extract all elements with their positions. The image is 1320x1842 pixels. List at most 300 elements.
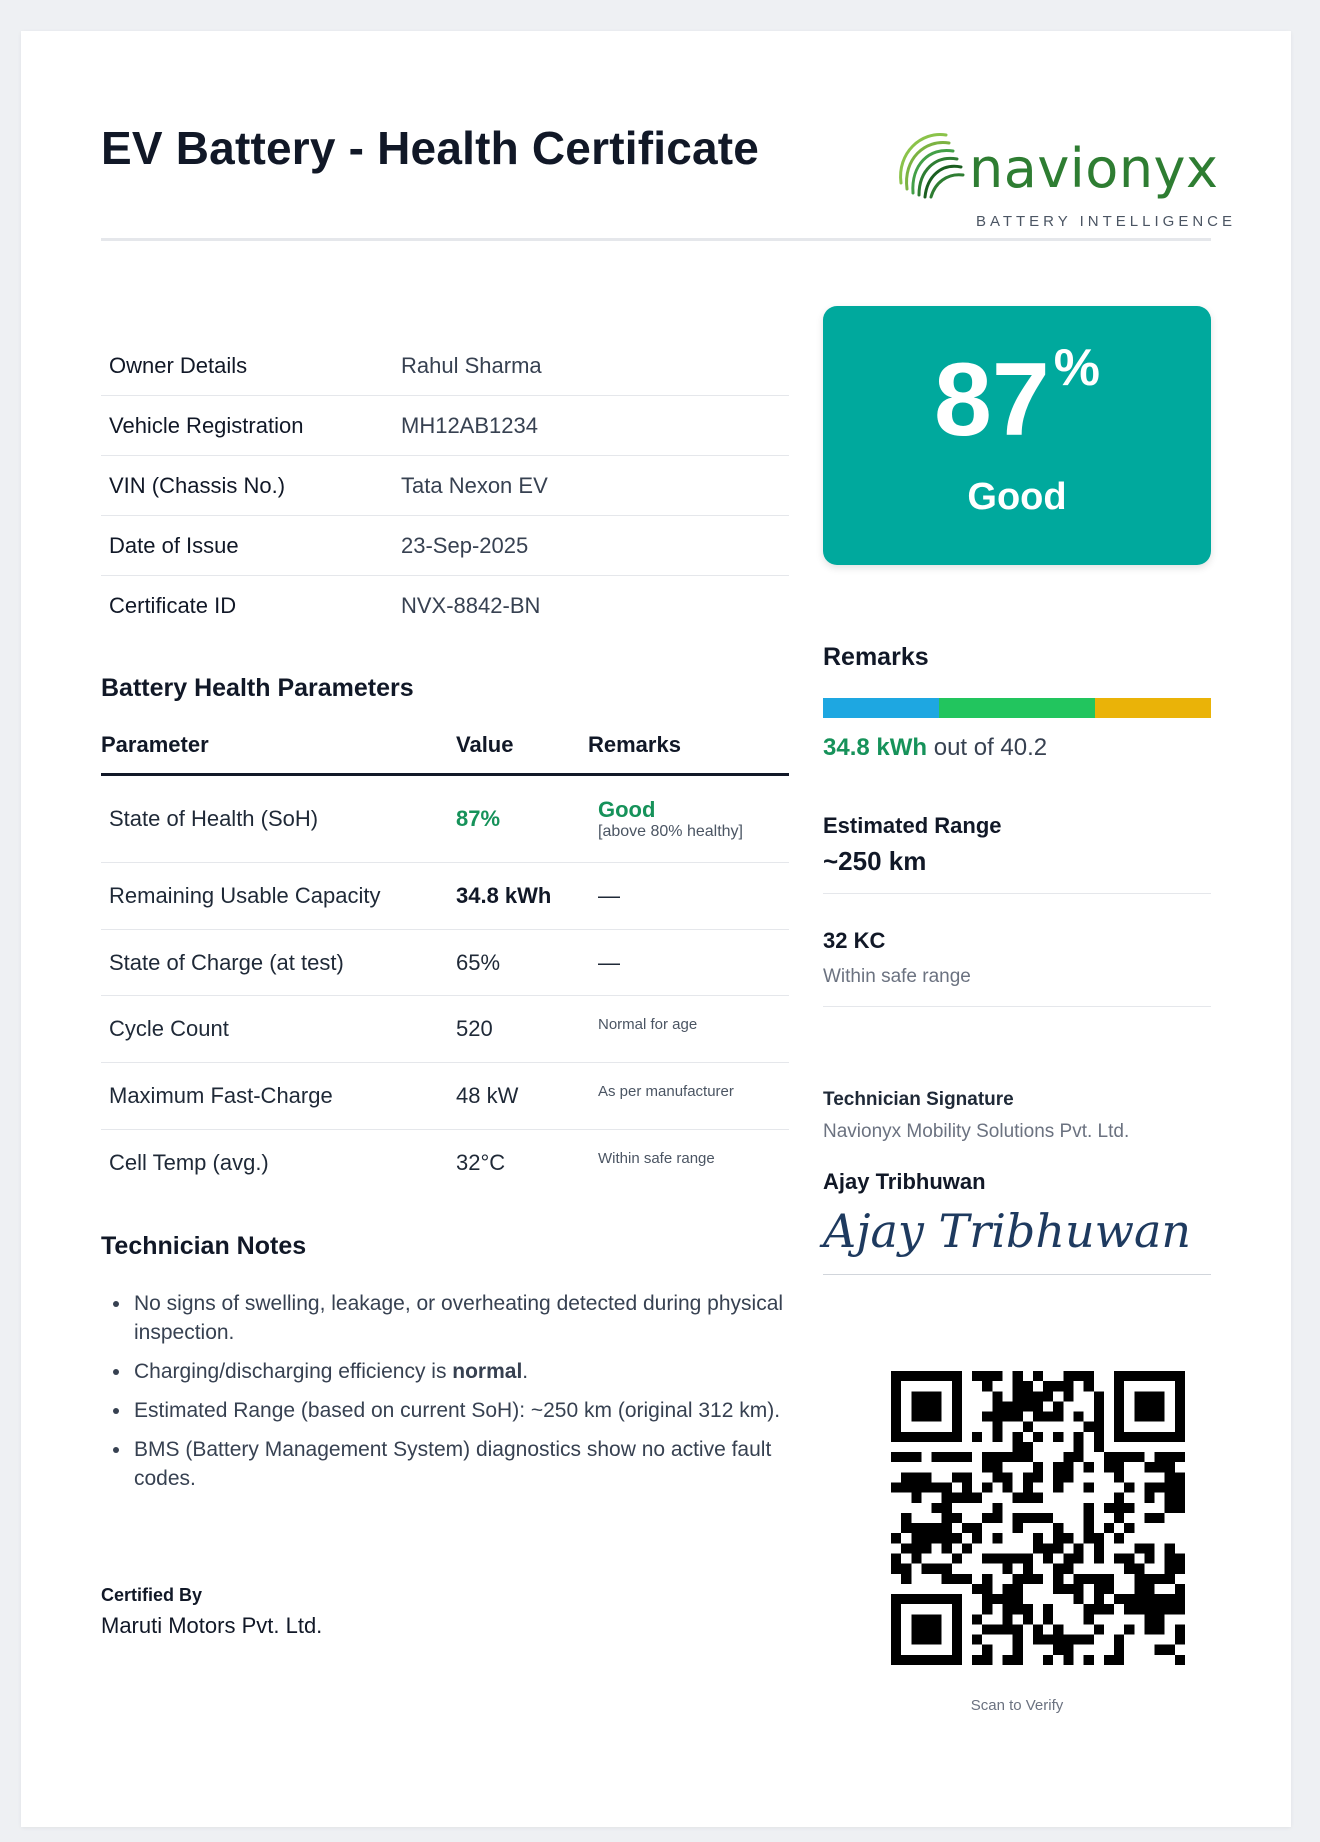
qr-module	[992, 1422, 1002, 1432]
qr-module	[921, 1472, 931, 1482]
qr-module	[1175, 1594, 1185, 1604]
table-header	[101, 716, 789, 776]
qr-module	[1175, 1412, 1185, 1422]
qr-module	[1134, 1584, 1144, 1594]
qr-module	[891, 1594, 901, 1604]
qr-module	[911, 1401, 921, 1411]
qr-module	[952, 1381, 962, 1391]
qr-module	[1155, 1432, 1165, 1442]
qr-module	[942, 1371, 952, 1381]
qr-module	[1033, 1391, 1043, 1401]
qr-module	[891, 1614, 901, 1624]
qr-module	[1175, 1381, 1185, 1391]
list-item: BMS (Battery Management System) diagnostics show no active fault codes.	[101, 1435, 791, 1493]
qr-module	[911, 1624, 921, 1634]
qr-module	[901, 1513, 911, 1523]
qr-module	[1175, 1503, 1185, 1513]
qr-module	[992, 1462, 1002, 1472]
qr-module	[1033, 1533, 1043, 1543]
qr-module	[1155, 1645, 1165, 1655]
qr-module	[1104, 1452, 1114, 1462]
qr-module	[1114, 1533, 1124, 1543]
qr-module	[1165, 1371, 1175, 1381]
qr-module	[1155, 1624, 1165, 1634]
qr-module	[1013, 1604, 1023, 1614]
qr-module	[1114, 1422, 1124, 1432]
qr-module	[932, 1635, 942, 1645]
qr-module	[952, 1553, 962, 1563]
param-value: 34.8 kWh	[456, 863, 588, 930]
qr-module	[932, 1523, 942, 1533]
qr-module	[891, 1401, 901, 1411]
qr-module	[1033, 1371, 1043, 1381]
health-score-card	[823, 306, 1211, 565]
qr-module	[1144, 1412, 1154, 1422]
qr-module	[1134, 1412, 1144, 1422]
qr-module	[1084, 1614, 1094, 1624]
qr-module	[1175, 1422, 1185, 1432]
qr-module	[992, 1624, 1002, 1634]
qr-module	[1023, 1614, 1033, 1624]
qr-module	[1104, 1523, 1114, 1533]
qr-module	[942, 1543, 952, 1553]
table-row	[101, 930, 789, 996]
qr-module	[962, 1574, 972, 1584]
qr-module	[1073, 1412, 1083, 1422]
qr-module	[1053, 1574, 1063, 1584]
qr-module	[992, 1472, 1002, 1482]
qr-module	[1175, 1483, 1185, 1493]
qr-module	[1073, 1371, 1083, 1381]
table-row	[101, 1063, 789, 1130]
brand-wordmark: navionyx	[969, 137, 1219, 200]
qr-module	[1155, 1513, 1165, 1523]
capacity-summary	[823, 734, 1047, 762]
qr-module	[932, 1594, 942, 1604]
qr-module	[891, 1645, 901, 1655]
qr-module	[1084, 1635, 1094, 1645]
qr-module	[1165, 1594, 1175, 1604]
owner-details-table	[101, 336, 789, 636]
qr-module	[1013, 1574, 1023, 1584]
qr-module	[1053, 1635, 1063, 1645]
note-text: Charging/discharging efficiency is	[134, 1360, 453, 1383]
qr-module	[982, 1452, 992, 1462]
signature-label: Technician Signature	[823, 1089, 1014, 1110]
qr-module	[982, 1483, 992, 1493]
qr-module	[1165, 1604, 1175, 1614]
qr-module	[942, 1483, 952, 1493]
qr-module	[982, 1584, 992, 1594]
certified-by-value: Maruti Motors Pvt. Ltd.	[101, 1613, 323, 1638]
qr-module	[952, 1533, 962, 1543]
qr-module	[952, 1371, 962, 1381]
bar-segment-green	[939, 698, 1094, 718]
capacity-total: out of 40.2	[933, 734, 1048, 761]
qr-module	[972, 1584, 982, 1594]
qr-module	[1155, 1604, 1165, 1614]
qr-module	[942, 1513, 952, 1523]
table-row	[101, 1130, 789, 1196]
qr-module	[952, 1401, 962, 1411]
qr-module	[1013, 1452, 1023, 1462]
qr-module	[1134, 1452, 1144, 1462]
qr-module	[1063, 1655, 1073, 1665]
qr-module	[1013, 1371, 1023, 1381]
health-score-value	[823, 339, 1211, 458]
qr-module	[982, 1371, 992, 1381]
qr-module	[1114, 1513, 1124, 1523]
qr-module	[1144, 1614, 1154, 1624]
qr-module	[932, 1564, 942, 1574]
qr-module	[962, 1523, 972, 1533]
parameters-title: Battery Health Parameters	[101, 674, 414, 702]
qr-module	[891, 1381, 901, 1391]
qr-module	[952, 1422, 962, 1432]
qr-module	[1063, 1452, 1073, 1462]
qr-module	[1175, 1401, 1185, 1411]
param-remark: —	[588, 930, 789, 996]
qr-module	[1023, 1564, 1033, 1574]
qr-module	[1104, 1604, 1114, 1614]
qr-module	[952, 1645, 962, 1655]
qr-module	[952, 1624, 962, 1634]
qr-module	[901, 1452, 911, 1462]
qr-module	[1003, 1594, 1013, 1604]
qr-module	[1073, 1635, 1083, 1645]
qr-module	[1134, 1401, 1144, 1411]
col-header-parameter: Parameter	[101, 731, 209, 757]
qr-module	[962, 1472, 972, 1482]
col-header-remarks: Remarks	[588, 731, 681, 757]
qr-module	[1084, 1574, 1094, 1584]
qr-module	[1023, 1442, 1033, 1452]
qr-module	[1003, 1472, 1013, 1482]
qr-module	[921, 1533, 931, 1543]
qr-module	[1134, 1564, 1144, 1574]
qr-module	[1175, 1553, 1185, 1563]
qr-module	[1084, 1381, 1094, 1391]
detail-value: 23-Sep-2025	[401, 532, 529, 558]
qr-module	[911, 1523, 921, 1533]
qr-module	[1094, 1412, 1104, 1422]
note-text: .	[522, 1360, 529, 1383]
qr-module	[901, 1574, 911, 1584]
qr-module	[1084, 1604, 1094, 1614]
qr-module	[901, 1543, 911, 1553]
qr-module	[901, 1371, 911, 1381]
param-name: Cell Temp (avg.)	[109, 1150, 269, 1175]
qr-module	[952, 1452, 962, 1462]
qr-module	[1144, 1624, 1154, 1634]
qr-module	[901, 1472, 911, 1482]
qr-module	[1165, 1472, 1175, 1482]
qr-module	[952, 1391, 962, 1401]
capacity-value: 34.8 kWh	[823, 734, 928, 761]
qr-module	[1144, 1553, 1154, 1563]
table-row	[101, 776, 789, 863]
qr-module	[992, 1452, 1002, 1462]
qr-module	[1003, 1483, 1013, 1493]
qr-module	[1003, 1564, 1013, 1574]
qr-module	[891, 1371, 901, 1381]
qr-module	[1033, 1472, 1043, 1482]
qr-module	[1053, 1624, 1063, 1634]
qr-module	[1063, 1584, 1073, 1594]
qr-module	[932, 1401, 942, 1411]
qr-module	[1033, 1543, 1043, 1553]
qr-module	[932, 1391, 942, 1401]
qr-module	[1043, 1635, 1053, 1645]
qr-module	[932, 1533, 942, 1543]
qr-module	[1155, 1371, 1165, 1381]
qr-module	[1114, 1594, 1124, 1604]
qr-module	[982, 1412, 992, 1422]
qr-module	[992, 1412, 1002, 1422]
qr-module	[1114, 1432, 1124, 1442]
qr-module	[1114, 1412, 1124, 1422]
qr-module	[1175, 1371, 1185, 1381]
qr-module	[1175, 1472, 1185, 1482]
detail-row	[101, 456, 789, 516]
page-title: EV Battery - Health Certificate	[101, 122, 760, 174]
qr-module	[1053, 1523, 1063, 1533]
qr-module	[952, 1614, 962, 1624]
qr-module	[1013, 1432, 1023, 1442]
qr-module	[1023, 1604, 1033, 1614]
qr-module	[1114, 1452, 1124, 1462]
qr-module	[942, 1503, 952, 1513]
qr-module	[1175, 1604, 1185, 1614]
qr-module	[1053, 1472, 1063, 1482]
qr-module	[1144, 1584, 1154, 1594]
qr-module	[1175, 1432, 1185, 1442]
qr-module	[891, 1452, 901, 1462]
qr-module	[932, 1412, 942, 1422]
qr-module	[911, 1371, 921, 1381]
range-label: Estimated Range	[823, 813, 1002, 838]
qr-module	[891, 1604, 901, 1614]
param-name: Cycle Count	[101, 996, 456, 1063]
signature-script: Ajay Tribhuwan	[823, 1204, 1192, 1258]
qr-module	[1124, 1371, 1134, 1381]
qr-module	[1165, 1564, 1175, 1574]
qr-module	[1084, 1533, 1094, 1543]
qr-module	[1155, 1483, 1165, 1493]
remark-status: Good	[598, 797, 656, 822]
qr-module	[1063, 1533, 1073, 1543]
detail-value: NVX-8842-BN	[401, 593, 541, 618]
signature-company: Navionyx Mobility Solutions Pvt. Ltd.	[823, 1121, 1130, 1142]
detail-label: Certificate ID	[109, 593, 237, 618]
qr-module	[1023, 1553, 1033, 1563]
qr-module	[1094, 1574, 1104, 1584]
qr-module	[1013, 1523, 1023, 1533]
param-value: 65%	[456, 930, 588, 996]
qr-module	[932, 1483, 942, 1493]
qr-module	[891, 1624, 901, 1634]
qr-module	[1084, 1422, 1094, 1432]
qr-module	[921, 1614, 931, 1624]
qr-module	[1043, 1412, 1053, 1422]
table-row	[101, 863, 789, 930]
qr-module	[1013, 1412, 1023, 1422]
temp-label: 32 KC	[823, 928, 886, 953]
list-item	[101, 1357, 791, 1386]
qr-module	[1144, 1401, 1154, 1411]
qr-module	[921, 1401, 931, 1411]
qr-module	[1063, 1635, 1073, 1645]
qr-module	[1003, 1412, 1013, 1422]
handwritten-signature	[823, 1191, 1192, 1271]
param-value: 48 kW	[456, 1063, 588, 1130]
qr-module	[1073, 1432, 1083, 1442]
qr-module	[992, 1594, 1002, 1604]
qr-module	[911, 1483, 921, 1493]
qr-module	[982, 1553, 992, 1563]
qr-module	[1043, 1614, 1053, 1624]
qr-module	[1033, 1493, 1043, 1503]
qr-module	[1165, 1493, 1175, 1503]
param-value: 87%	[456, 776, 588, 863]
qr-module	[992, 1432, 1002, 1442]
qr-module	[1053, 1401, 1063, 1411]
qr-code	[891, 1371, 1185, 1665]
qr-module	[1043, 1381, 1053, 1391]
health-score-label: Good	[967, 476, 1067, 518]
qr-module	[1155, 1452, 1165, 1462]
qr-module	[1124, 1553, 1134, 1563]
qr-module	[1073, 1543, 1083, 1553]
qr-module	[1013, 1624, 1023, 1634]
qr-module	[952, 1493, 962, 1503]
qr-module	[1114, 1645, 1124, 1655]
qr-module	[1084, 1462, 1094, 1472]
qr-module	[1053, 1543, 1063, 1553]
qr-module	[1023, 1401, 1033, 1411]
detail-value: Rahul Sharma	[401, 352, 542, 378]
brand-logo	[891, 93, 1236, 233]
detail-label: Vehicle Registration	[109, 412, 304, 438]
qr-module	[1124, 1523, 1134, 1533]
qr-module	[1175, 1564, 1185, 1574]
detail-label: VIN (Chassis No.)	[109, 472, 286, 498]
qr-module	[1175, 1391, 1185, 1401]
qr-module	[1114, 1371, 1124, 1381]
qr-module	[992, 1371, 1002, 1381]
list-item: Estimated Range (based on current SoH): ~250 km (original 312 km).	[101, 1396, 791, 1425]
qr-module	[921, 1624, 931, 1634]
qr-module	[1144, 1371, 1154, 1381]
qr-module	[1013, 1493, 1023, 1503]
qr-module	[1003, 1655, 1013, 1665]
qr-module	[1013, 1553, 1023, 1563]
qr-module	[982, 1574, 992, 1584]
qr-module	[1114, 1401, 1124, 1411]
qr-module	[911, 1432, 921, 1442]
qr-module	[932, 1624, 942, 1634]
qr-module	[1124, 1564, 1134, 1574]
qr-module	[1043, 1553, 1053, 1563]
qr-module	[921, 1483, 931, 1493]
qr-module	[1104, 1574, 1114, 1584]
qr-module	[1033, 1462, 1043, 1472]
qr-module	[911, 1472, 921, 1482]
qr-module	[952, 1594, 962, 1604]
qr-module	[921, 1543, 931, 1553]
qr-module	[1023, 1513, 1033, 1523]
qr-module	[1134, 1604, 1144, 1614]
qr-module	[911, 1594, 921, 1604]
qr-module	[1104, 1655, 1114, 1665]
qr-module	[1073, 1442, 1083, 1452]
qr-module	[911, 1493, 921, 1503]
qr-module	[932, 1371, 942, 1381]
qr-module	[1114, 1472, 1124, 1482]
qr-module	[1033, 1412, 1043, 1422]
qr-module	[1084, 1503, 1094, 1513]
qr-module	[1144, 1432, 1154, 1442]
qr-module	[952, 1472, 962, 1482]
qr-module	[972, 1635, 982, 1645]
qr-module	[952, 1412, 962, 1422]
remark-detail: [above 80% healthy]	[598, 823, 743, 840]
qr-module	[1033, 1635, 1043, 1645]
qr-module	[1084, 1371, 1094, 1381]
capacity-bar	[823, 698, 1211, 718]
qr-module	[962, 1493, 972, 1503]
qr-module	[1144, 1462, 1154, 1472]
qr-module	[1094, 1584, 1104, 1594]
qr-module	[942, 1432, 952, 1442]
signature-line	[823, 1274, 1211, 1275]
qr-module	[952, 1513, 962, 1523]
qr-module	[911, 1614, 921, 1624]
qr-module	[1053, 1432, 1063, 1442]
qr-module	[972, 1523, 982, 1533]
qr-module	[1023, 1381, 1033, 1391]
qr-module	[1114, 1553, 1124, 1563]
qr-module	[1063, 1472, 1073, 1482]
detail-row	[101, 396, 789, 456]
qr-module	[921, 1523, 931, 1533]
detail-row	[101, 516, 789, 576]
qr-module	[1053, 1645, 1063, 1655]
qr-module	[1094, 1422, 1104, 1432]
qr-module	[891, 1635, 901, 1645]
qr-module	[1003, 1452, 1013, 1462]
qr-module	[921, 1655, 931, 1665]
qr-module	[1155, 1391, 1165, 1401]
qr-module	[1063, 1553, 1073, 1563]
qr-module	[911, 1543, 921, 1553]
qr-module	[1134, 1432, 1144, 1442]
param-remark	[588, 776, 789, 863]
qr-module	[891, 1655, 901, 1665]
qr-module	[1144, 1574, 1154, 1584]
qr-module	[992, 1391, 1002, 1401]
qr-module	[901, 1594, 911, 1604]
qr-module	[1124, 1483, 1134, 1493]
qr-module	[932, 1432, 942, 1442]
param-value: 32°C	[456, 1150, 506, 1175]
qr-module	[1053, 1483, 1063, 1493]
qr-module	[1043, 1513, 1053, 1523]
qr-module	[1033, 1574, 1043, 1584]
qr-module	[1023, 1483, 1033, 1493]
qr-module	[1114, 1655, 1124, 1665]
qr-module	[1144, 1391, 1154, 1401]
